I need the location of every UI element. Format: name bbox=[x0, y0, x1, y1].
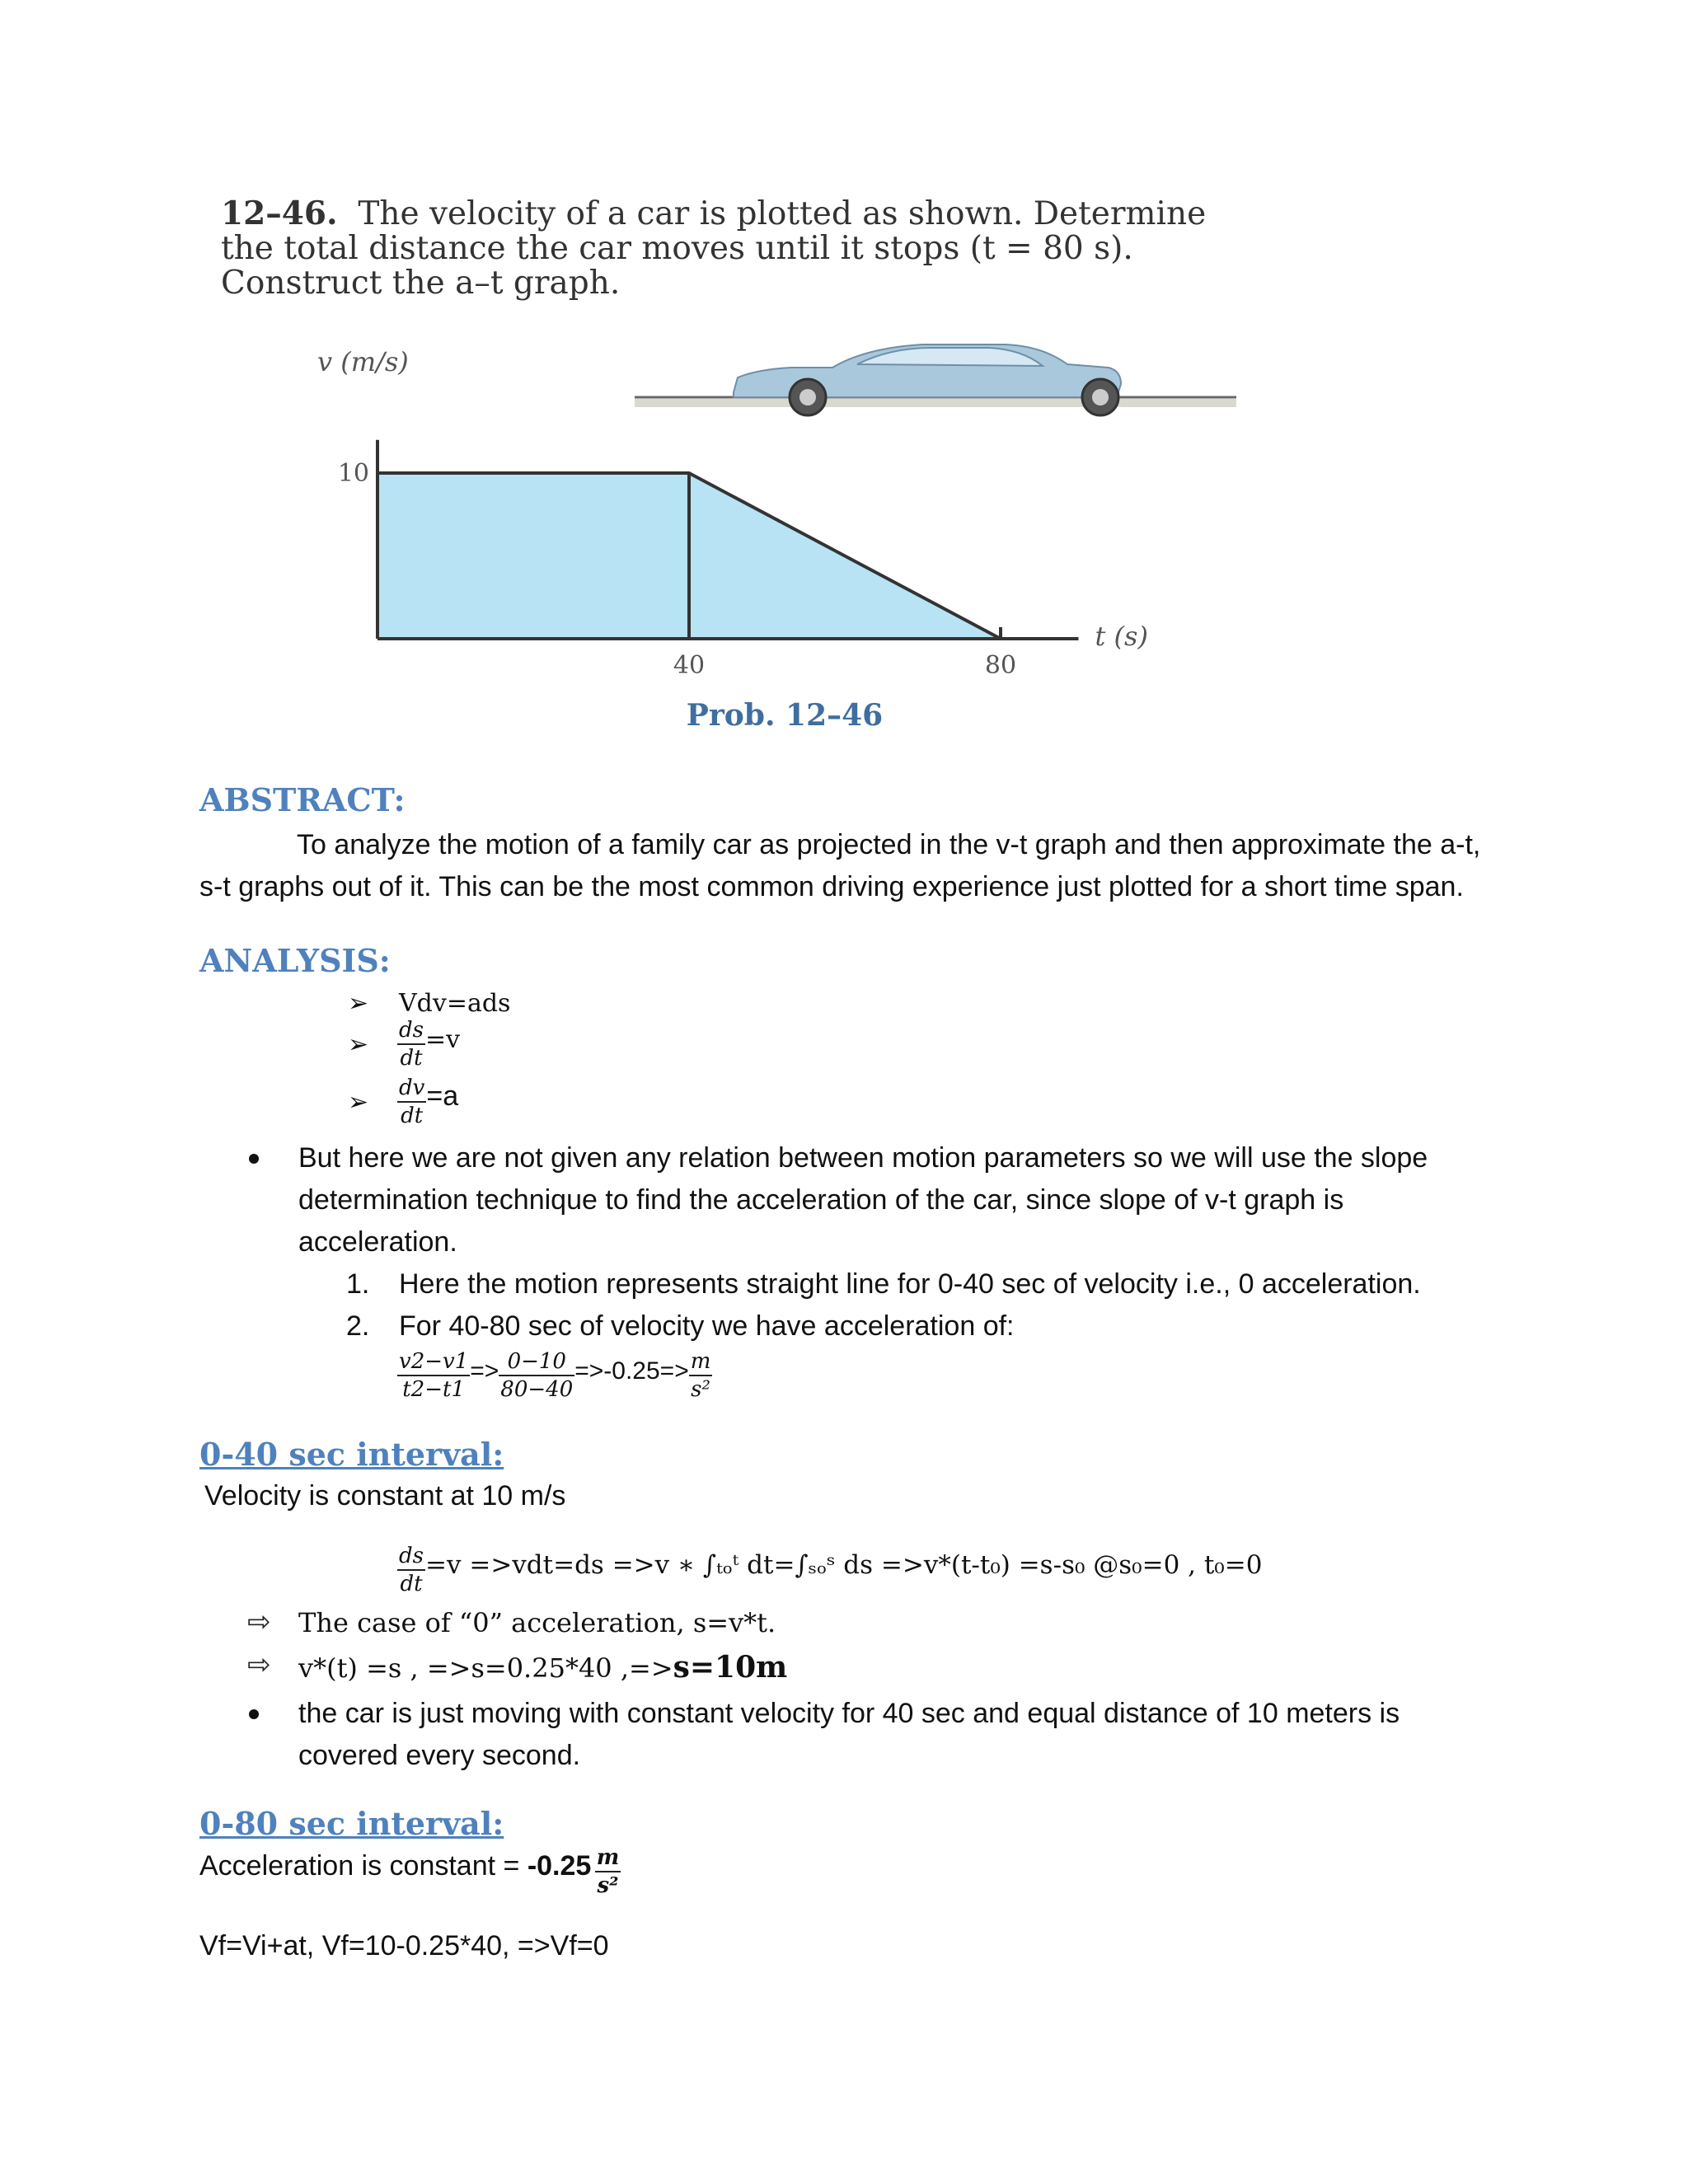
vt-graph-figure bbox=[297, 330, 1269, 758]
acceleration-value: -0.25 bbox=[527, 1850, 592, 1882]
equation-ds-dt bbox=[397, 1017, 460, 1071]
equation-rest: =v =>vdt=ds =>v ∗ ∫ₜₒᵗ dt=∫ₛₒˢ ds =>v*(t-t₀) =s-s₀ @s₀=0 , t₀=0 bbox=[425, 1550, 1263, 1581]
interval-1-equation bbox=[397, 1543, 1262, 1597]
bullet-dot bbox=[249, 1709, 259, 1719]
frac-den: dt bbox=[401, 1104, 424, 1128]
analysis-heading: ANALYSIS: bbox=[199, 942, 391, 979]
equation-vdv: Vdv=ads bbox=[399, 989, 511, 1018]
abstract-line-1: To analyze the motion of a family car as projected in the v-t graph and then approximate the a-t, bbox=[297, 829, 1481, 860]
frac-num: ds bbox=[397, 1017, 425, 1045]
frac-den: s² bbox=[691, 1377, 710, 1402]
problem-text-3: Construct the a–t graph. bbox=[221, 265, 621, 302]
frac-num: v2−v1 bbox=[397, 1348, 470, 1376]
analysis-bullet-line-1: But here we are not given any relation between motion parameters so we will use the slope bbox=[298, 1142, 1428, 1174]
interval-1-bullet-line-2: covered every second. bbox=[298, 1740, 581, 1771]
abstract-line-2: s-t graphs out of it. This can be the most common driving experience just plotted for a short time span. bbox=[199, 871, 1464, 902]
acceleration-formula bbox=[397, 1348, 712, 1403]
interval-2-acceleration bbox=[199, 1844, 621, 1899]
double-arrow-icon: ⇨ bbox=[247, 1606, 271, 1638]
frac-num: m bbox=[689, 1348, 713, 1376]
y-axis-label: v (m/s) bbox=[317, 346, 409, 377]
equation-rhs: =v bbox=[425, 1025, 461, 1055]
frac-den: t2−t1 bbox=[402, 1377, 465, 1402]
problem-text-2: the total distance the car moves until it stops (t = 80 s). bbox=[221, 230, 1133, 267]
formula-arrow: => bbox=[470, 1357, 499, 1385]
equation-dv-dt bbox=[397, 1075, 458, 1129]
problem-number: 12–46. bbox=[221, 194, 338, 232]
arrow-bullet-icon: ➢ bbox=[348, 1031, 369, 1058]
frac-den: dt bbox=[400, 1572, 423, 1596]
arrow-bullet-icon: ➢ bbox=[348, 1089, 369, 1116]
frac-num: dv bbox=[397, 1075, 426, 1103]
problem-line-1 bbox=[221, 196, 1375, 232]
arrow-2-text: v*(t) =s , =>s=0.25*40 ,=> bbox=[298, 1652, 673, 1684]
problem-statement bbox=[221, 196, 1375, 301]
frac-num: m bbox=[595, 1844, 621, 1872]
distance-result: s=10m bbox=[673, 1650, 788, 1685]
acceleration-text: Acceleration is constant = bbox=[199, 1850, 528, 1882]
bullet-dot bbox=[249, 1154, 259, 1164]
list-item-1: Here the motion represents straight line for 0-40 sec of velocity i.e., 0 acceleration. bbox=[399, 1268, 1421, 1300]
frac-den: s² bbox=[597, 1873, 619, 1898]
x-tick-label-40: 40 bbox=[673, 651, 706, 680]
interval-1-heading: 0-40 sec interval: bbox=[199, 1436, 504, 1473]
list-item-2: For 40-80 sec of velocity we have acceleration of: bbox=[399, 1310, 1015, 1342]
frac-den: 80−40 bbox=[500, 1377, 574, 1402]
problem-text-1: The velocity of a car is plotted as shown. Determine bbox=[358, 195, 1207, 232]
interval-1-text: Velocity is constant at 10 m/s bbox=[204, 1480, 566, 1511]
figure-caption: Prob. 12–46 bbox=[686, 698, 884, 733]
abstract-heading: ABSTRACT: bbox=[199, 781, 406, 818]
interval-1-arrow-2 bbox=[298, 1650, 787, 1685]
list-item-1-number: 1. bbox=[346, 1268, 370, 1300]
y-tick-label-10: 10 bbox=[337, 459, 369, 488]
x-axis-label: t (s) bbox=[1095, 621, 1148, 652]
interval-1-bullet-line-1: the car is just moving with constant velocity for 40 sec and equal distance of 10 meters is bbox=[298, 1698, 1400, 1729]
list-item-2-number: 2. bbox=[346, 1310, 370, 1342]
final-velocity-equation: Vf=Vi+at, Vf=10-0.25*40, =>Vf=0 bbox=[199, 1930, 609, 1961]
frac-num: ds bbox=[397, 1543, 425, 1571]
x-tick-label-80: 80 bbox=[984, 651, 1017, 680]
interval-1-arrow-1: The case of “0” acceleration, s=v*t. bbox=[298, 1607, 776, 1638]
analysis-bullet-line-2: determination technique to find the acceleration of the car, since slope of v-t graph is bbox=[298, 1184, 1344, 1216]
formula-middle: =>-0.25=> bbox=[574, 1357, 689, 1385]
frac-num: 0−10 bbox=[499, 1348, 574, 1376]
analysis-bullet-line-3: acceleration. bbox=[298, 1226, 457, 1258]
arrow-bullet-icon: ➢ bbox=[348, 990, 369, 1017]
car-illustration bbox=[635, 344, 1236, 415]
frac-den: dt bbox=[400, 1046, 423, 1071]
equation-rhs: =a bbox=[426, 1080, 459, 1113]
interval-2-heading: 0-80 sec interval: bbox=[199, 1805, 504, 1842]
double-arrow-icon: ⇨ bbox=[247, 1649, 271, 1680]
